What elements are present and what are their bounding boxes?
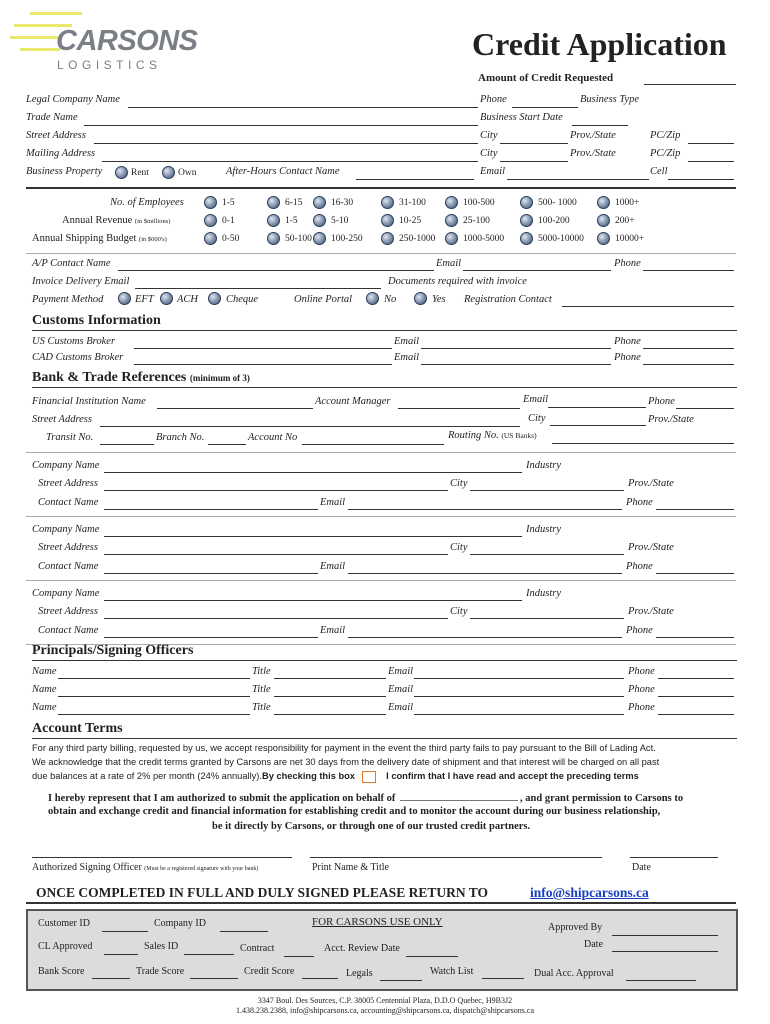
trade-city-field[interactable] <box>470 554 624 555</box>
revenue-radio-3[interactable] <box>381 214 394 227</box>
trade-street-label: Street Address <box>38 606 98 617</box>
bank-email-field[interactable] <box>548 407 646 408</box>
cad-phone-label: Phone <box>614 352 641 363</box>
trade-score-label: Trade Score <box>136 966 185 977</box>
trade-industry-label: Industry <box>526 524 561 535</box>
pc-label: PC/Zip <box>650 130 681 141</box>
trade-street-label: Street Address <box>38 478 98 489</box>
company-id-label: Company ID <box>154 918 206 929</box>
terms-line-2: We acknowledge that the credit terms granted by Carsons are net 30 days from the delivery date of shipment and that interest will be charged on all past <box>32 757 660 767</box>
bank-score-field[interactable] <box>92 978 130 979</box>
street-label: Street Address <box>26 130 86 141</box>
trade-phone-field[interactable] <box>656 509 734 510</box>
ach-radio[interactable] <box>160 292 173 305</box>
eft-label: EFT <box>135 294 154 305</box>
us-email-label: Email <box>394 336 420 347</box>
trade-phone-label: Phone <box>626 561 653 572</box>
principal-phone-field[interactable] <box>658 696 734 697</box>
mail-pc-field[interactable] <box>688 161 734 162</box>
principal-phone-label: Phone <box>628 702 655 713</box>
bank-score-label: Bank Score <box>38 966 85 977</box>
trade-email-label: Email <box>320 561 346 572</box>
start-date-label: Business Start Date <box>480 112 563 123</box>
trade-phone-field[interactable] <box>656 637 734 638</box>
trade-prov-label: Prov./State <box>628 606 674 617</box>
rent-label: Rent <box>131 168 149 178</box>
transit-field[interactable] <box>100 444 154 445</box>
shipping-radio-2[interactable] <box>313 232 326 245</box>
trade-industry-label: Industry <box>526 588 561 599</box>
shipping-option-label: 1000-5000 <box>463 234 505 244</box>
cad-broker-label: CAD Customs Broker <box>32 352 124 363</box>
company-id-field[interactable] <box>220 931 268 932</box>
revenue-option-label: 0-1 <box>222 216 235 226</box>
trade-contact-label: Contact Name <box>38 625 99 636</box>
start-date-field[interactable] <box>572 125 628 126</box>
account-field[interactable] <box>302 444 444 445</box>
principal-title-label: Title <box>252 684 271 695</box>
employees-option-label: 1000+ <box>615 198 640 208</box>
city-field[interactable] <box>500 143 568 144</box>
watch-list-field[interactable] <box>482 978 524 979</box>
principal-email-label: Email <box>388 666 414 677</box>
ap-phone-label: Phone <box>614 258 641 269</box>
employees-radio-6[interactable] <box>597 196 610 209</box>
eft-radio[interactable] <box>118 292 131 305</box>
branch-field[interactable] <box>208 444 246 445</box>
logo <box>10 10 198 72</box>
credit-score-label: Credit Score <box>244 966 295 977</box>
dual-field[interactable] <box>626 980 696 981</box>
mail-city-field[interactable] <box>500 161 568 162</box>
bank-phone-field[interactable] <box>676 408 734 409</box>
cl-approved-label: CL Approved <box>38 941 93 952</box>
ap-email-label: Email <box>436 258 462 269</box>
principal-name-field[interactable] <box>58 696 250 697</box>
cheque-label: Cheque <box>226 294 259 305</box>
bank-street-label: Street Address <box>32 414 92 425</box>
sales-id-label: Sales ID <box>144 941 179 952</box>
trade-company-field[interactable] <box>104 600 522 601</box>
us-phone-field[interactable] <box>643 348 734 349</box>
bank-title: Bank & Trade References (minimum of 3) <box>32 370 737 388</box>
trade-email-label: Email <box>320 625 346 636</box>
principal-title-label: Title <box>252 666 271 677</box>
revenue-option-label: 100-200 <box>538 216 570 226</box>
employees-radio-3[interactable] <box>381 196 394 209</box>
docs-required-label: Documents required with invoice <box>388 276 527 287</box>
revenue-radio-6[interactable] <box>597 214 610 227</box>
office-date-field[interactable] <box>612 951 718 952</box>
no-radio[interactable] <box>366 292 379 305</box>
trade-street-field[interactable] <box>104 618 448 619</box>
represent-line-3: be it directly by Carsons, or through one of our trusted credit partners. <box>212 821 531 832</box>
sales-id-field[interactable] <box>184 954 234 955</box>
review-date-label: Acct. Review Date <box>324 943 400 954</box>
date-field[interactable] <box>630 857 718 858</box>
shipping-radio-5[interactable] <box>520 232 533 245</box>
footer-contact: 1.438.238.2388, info@shipcarsons.ca, accounting@shipcarsons.ca, dispatch@shipcarsons.ca <box>235 1006 535 1015</box>
employees-radio-5[interactable] <box>520 196 533 209</box>
mailing-label: Mailing Address <box>26 148 96 159</box>
principal-title-field[interactable] <box>274 678 386 679</box>
cad-email-field[interactable] <box>421 364 611 365</box>
revenue-radio-5[interactable] <box>520 214 533 227</box>
office-use-box <box>26 909 738 991</box>
trade-contact-label: Contact Name <box>38 497 99 508</box>
principal-phone-field[interactable] <box>658 714 734 715</box>
pc-field[interactable] <box>688 143 734 144</box>
employees-option-label: 16-30 <box>331 198 354 208</box>
amount-label: Amount of Credit Requested <box>478 72 614 84</box>
signature-field[interactable] <box>32 857 292 858</box>
shipping-radio-3[interactable] <box>381 232 394 245</box>
principal-email-field[interactable] <box>414 678 624 679</box>
contract-field[interactable] <box>284 956 314 957</box>
own-radio[interactable] <box>162 166 175 179</box>
revenue-radio-2[interactable] <box>313 214 326 227</box>
terms-title: Account Terms <box>32 721 737 739</box>
dual-label: Dual Acc. Approval <box>534 968 614 979</box>
company-behalf-field[interactable] <box>400 791 518 801</box>
bank-city-label: City <box>528 413 546 424</box>
legals-label: Legals <box>346 968 373 979</box>
principals-title: Principals/Signing Officers <box>32 643 737 661</box>
bank-city-field[interactable] <box>550 425 646 426</box>
shipping-radio-6[interactable] <box>597 232 610 245</box>
trade-email-label: Email <box>320 497 346 508</box>
trade-contact-field[interactable] <box>104 509 318 510</box>
trade-street-field[interactable] <box>104 490 448 491</box>
employees-radio-0[interactable] <box>204 196 217 209</box>
employees-radio-4[interactable] <box>445 196 458 209</box>
trade-prov-label: Prov./State <box>628 542 674 553</box>
property-label: Business Property <box>26 166 103 177</box>
legal-name-field[interactable] <box>128 107 478 108</box>
trade-company-label: Company Name <box>32 588 100 599</box>
email-field[interactable] <box>507 179 649 180</box>
reg-contact-field[interactable] <box>562 306 734 307</box>
trade-city-label: City <box>450 606 468 617</box>
mail-city-label: City <box>480 148 498 159</box>
contract-label: Contract <box>240 943 275 954</box>
bank-prov-label: Prov./State <box>648 414 694 425</box>
email-label: Email <box>480 166 506 177</box>
employees-option-label: 31-100 <box>399 198 426 208</box>
ap-contact-field[interactable] <box>118 270 434 271</box>
institution-label: Financial Institution Name <box>32 396 146 407</box>
us-broker-label: US Customs Broker <box>32 336 116 347</box>
represent-line-2: obtain and exchange credit and financial information for establishing credit and to monitor the account during our business relationship, <box>48 806 661 817</box>
principal-phone-label: Phone <box>628 684 655 695</box>
portal-label: Online Portal <box>294 294 353 305</box>
principal-name-field[interactable] <box>58 714 250 715</box>
trade-contact-field[interactable] <box>104 573 318 574</box>
terms-line-3: due balances at a rate of 2% per month (24% annually).By checking this box I confirm that I have read and accept the preceding terms <box>32 771 639 781</box>
print-name-field[interactable] <box>310 857 602 858</box>
cl-approved-field[interactable] <box>104 954 138 955</box>
employees-label: No. of Employees <box>110 197 184 208</box>
date-label: Date <box>632 862 651 873</box>
revenue-radio-0[interactable] <box>204 214 217 227</box>
trade-email-field[interactable] <box>348 573 622 574</box>
trade-company-field[interactable] <box>104 472 522 473</box>
trade-phone-field[interactable] <box>656 573 734 574</box>
manager-field[interactable] <box>398 408 520 409</box>
routing-field[interactable] <box>552 443 734 444</box>
footer-address: 3347 Boul. Des Sources, C.P. 38005 Centennial Plaza, D.D.O Quebec, H9B3J2 <box>257 996 513 1005</box>
cad-email-label: Email <box>394 352 420 363</box>
principal-email-label: Email <box>388 684 414 695</box>
shipping-option-label: 100-250 <box>331 234 363 244</box>
principal-title-field[interactable] <box>274 696 386 697</box>
ap-email-field[interactable] <box>463 270 611 271</box>
divider-3 <box>26 452 736 453</box>
amount-field[interactable] <box>644 84 736 85</box>
mail-prov-label: Prov./State <box>570 148 616 159</box>
invoice-email-field[interactable] <box>135 288 381 289</box>
employees-option-label: 1-5 <box>222 198 235 208</box>
office-date-label: Date <box>584 939 603 950</box>
principal-name-label: Name <box>32 684 57 695</box>
city-label: City <box>480 130 498 141</box>
principal-title-field[interactable] <box>274 714 386 715</box>
trade-name-field[interactable] <box>84 125 478 126</box>
yes-label: Yes <box>432 294 446 305</box>
print-name-label: Print Name & Title <box>312 862 389 873</box>
trade-divider <box>26 580 736 581</box>
revenue-option-label: 5-10 <box>331 216 349 226</box>
employees-option-label: 6-15 <box>285 198 303 208</box>
principal-email-field[interactable] <box>414 696 624 697</box>
logo-sub: LOGISTICS <box>57 58 162 72</box>
trade-city-field[interactable] <box>470 618 624 619</box>
return-email-link[interactable]: info@shipcarsons.ca <box>530 885 649 900</box>
principal-name-label: Name <box>32 666 57 677</box>
invoice-email-label: Invoice Delivery Email <box>32 276 130 287</box>
credit-score-field[interactable] <box>302 978 338 979</box>
trade-email-field[interactable] <box>348 509 622 510</box>
revenue-option-label: 10-25 <box>399 216 422 226</box>
revenue-option-label: 25-100 <box>463 216 490 226</box>
own-label: Own <box>178 168 197 178</box>
trade-industry-label: Industry <box>526 460 561 471</box>
for-carsons-label: FOR CARSONS USE ONLY <box>312 916 443 928</box>
payment-label: Payment Method <box>32 294 104 305</box>
cell-label: Cell <box>650 166 668 177</box>
shipping-option-label: 50-100 <box>285 234 312 244</box>
return-text: ONCE COMPLETED IN FULL AND DULY SIGNED PLEASE RETURN TO <box>36 885 488 900</box>
accept-checkbox[interactable] <box>362 771 376 783</box>
account-label: Account No <box>248 432 298 443</box>
principal-email-label: Email <box>388 702 414 713</box>
ap-contact-label: A/P Contact Name <box>32 258 111 269</box>
employees-radio-1[interactable] <box>267 196 280 209</box>
principal-email-field[interactable] <box>414 714 624 715</box>
trade-divider <box>26 516 736 517</box>
principal-phone-label: Phone <box>628 666 655 677</box>
trade-city-label: City <box>450 542 468 553</box>
cad-broker-field[interactable] <box>134 364 392 365</box>
after-hours-label: After-Hours Contact Name <box>226 166 340 177</box>
revenue-radio-4[interactable] <box>445 214 458 227</box>
business-type-label: Business Type <box>580 94 640 105</box>
trade-city-field[interactable] <box>470 490 624 491</box>
us-broker-field[interactable] <box>134 348 392 349</box>
divider-2 <box>26 253 736 254</box>
employees-radio-2[interactable] <box>313 196 326 209</box>
employees-option-label: 500- 1000 <box>538 198 577 208</box>
trade-phone-label: Phone <box>626 497 653 508</box>
signature-label: Authorized Signing Officer (Must be a registered signature with your bank) <box>32 862 259 873</box>
customs-title: Customs Information <box>32 313 737 331</box>
prov-label: Prov./State <box>570 130 616 141</box>
shipping-option-label: 10000+ <box>615 234 645 244</box>
trade-street-label: Street Address <box>38 542 98 553</box>
cell-field[interactable] <box>668 179 734 180</box>
yes-radio[interactable] <box>414 292 427 305</box>
no-label: No <box>384 294 397 305</box>
ach-label: ACH <box>177 294 198 305</box>
trade-email-field[interactable] <box>348 637 622 638</box>
trade-score-field[interactable] <box>190 978 238 979</box>
bank-street-field[interactable] <box>100 426 520 427</box>
approved-by-label: Approved By <box>548 922 603 933</box>
divider-1 <box>26 187 736 189</box>
routing-label: Routing No. (US Banks) <box>448 430 537 441</box>
revenue-option-label: 1-5 <box>285 216 298 226</box>
logo-main: CARSONS <box>56 25 198 57</box>
manager-label: Account Manager <box>315 396 391 407</box>
phone-field[interactable] <box>512 107 578 108</box>
us-email-field[interactable] <box>421 348 611 349</box>
revenue-label: Annual Revenue (in $millions) <box>62 215 171 226</box>
bank-phone-label: Phone <box>648 396 675 407</box>
shipping-option-label: 250-1000 <box>399 234 436 244</box>
trade-company-label: Company Name <box>32 460 100 471</box>
trade-company-field[interactable] <box>104 536 522 537</box>
cheque-radio[interactable] <box>208 292 221 305</box>
legals-field[interactable] <box>380 980 422 981</box>
trade-street-field[interactable] <box>104 554 448 555</box>
principal-name-field[interactable] <box>58 678 250 679</box>
principal-name-label: Name <box>32 702 57 713</box>
branch-label: Branch No. <box>156 432 205 443</box>
trade-city-label: City <box>450 478 468 489</box>
return-underline <box>26 902 736 904</box>
review-date-field[interactable] <box>406 956 458 957</box>
shipping-option-label: 0-50 <box>222 234 240 244</box>
reg-contact-label: Registration Contact <box>464 294 552 305</box>
trade-contact-label: Contact Name <box>38 561 99 572</box>
bank-email-label: Email <box>523 394 549 405</box>
shipping-label: Annual Shipping Budget (in $000's) <box>32 233 167 244</box>
cad-phone-field[interactable] <box>643 364 734 365</box>
approved-by-field[interactable] <box>612 935 718 936</box>
revenue-radio-1[interactable] <box>267 214 280 227</box>
page-title: Credit Application <box>472 26 727 62</box>
street-field[interactable] <box>94 143 478 144</box>
customer-id-label: Customer ID <box>38 918 90 929</box>
mailing-field[interactable] <box>102 161 478 162</box>
shipping-option-label: 5000-10000 <box>538 234 584 244</box>
us-phone-label: Phone <box>614 336 641 347</box>
trade-prov-label: Prov./State <box>628 478 674 489</box>
legal-name-label: Legal Company Name <box>26 94 120 105</box>
trade-phone-label: Phone <box>626 625 653 636</box>
phone-label: Phone <box>480 94 507 105</box>
ap-phone-field[interactable] <box>643 270 734 271</box>
trade-company-label: Company Name <box>32 524 100 535</box>
shipping-radio-1[interactable] <box>267 232 280 245</box>
watch-list-label: Watch List <box>430 966 474 977</box>
principal-title-label: Title <box>252 702 271 713</box>
after-hours-field[interactable] <box>356 179 474 180</box>
mail-pc-label: PC/Zip <box>650 148 681 159</box>
shipping-radio-4[interactable] <box>445 232 458 245</box>
trade-contact-field[interactable] <box>104 637 318 638</box>
revenue-option-label: 200+ <box>615 216 635 226</box>
trade-name-label: Trade Name <box>26 112 78 123</box>
employees-option-label: 100-500 <box>463 198 495 208</box>
represent-line-1: I hereby represent that I am authorized to submit the application on behalf of , and grant permission to Carsons to <box>48 793 684 804</box>
customer-id-field[interactable] <box>102 931 148 932</box>
principal-phone-field[interactable] <box>658 678 734 679</box>
transit-label: Transit No. <box>46 432 94 443</box>
shipping-radio-0[interactable] <box>204 232 217 245</box>
institution-field[interactable] <box>157 408 313 409</box>
rent-radio[interactable] <box>115 166 128 179</box>
terms-line-1: For any third party billing, requested by us, we accept responsibility for payment in the event the third party fails to pay pursuant to the Bill of Lading Act. <box>32 743 656 753</box>
